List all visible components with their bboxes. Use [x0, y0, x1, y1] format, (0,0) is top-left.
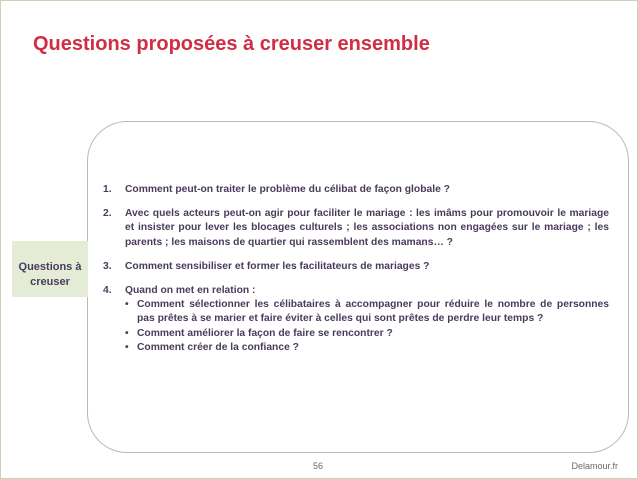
bullet-icon: • — [125, 341, 129, 353]
side-label — [12, 241, 88, 297]
question-item-2 — [103, 207, 609, 250]
question-text: Avec quels acteurs peut-on agir pour faciliter le mariage : les imâms pour promouvoir le mariage et insister pour lever les blocages culturels ; les associations non engagées sur le mariage ; les parents ; les maisons de quartier qui rassemblent des mamans… ? — [125, 208, 609, 248]
sub-question-text: Comment créer de la confiance ? — [137, 341, 299, 353]
question-number: 2. — [103, 208, 112, 220]
site-name: Delamour.fr — [571, 461, 618, 471]
question-number: 3. — [103, 260, 112, 272]
question-number: 1. — [103, 184, 112, 195]
question-number: 4. — [103, 285, 112, 297]
question-text: Comment sensibiliser et former les facilitateurs de mariages ? — [125, 260, 430, 272]
sub-question-1 — [125, 298, 609, 326]
question-item-1 — [103, 183, 609, 197]
question-item-4 — [103, 284, 609, 355]
bullet-icon: • — [125, 299, 129, 311]
question-text: Quand on met en relation : — [125, 285, 256, 297]
questions-list — [103, 183, 609, 355]
bullet-icon: • — [125, 327, 129, 339]
page-number: 56 — [313, 461, 324, 471]
slide-title: Questions proposées à creuser ensemble — [33, 33, 430, 55]
sub-question-2 — [125, 327, 609, 341]
sub-question-text: Comment améliorer la façon de faire se rencontrer ? — [137, 327, 393, 339]
side-label-line1: Questions à — [18, 261, 82, 273]
sub-question-text: Comment sélectionner les célibataires à accompagner pour réduire le nombre de personnes pas prêtes à se marier et faire éviter à celles qui sont prêtes de perdre leur temps ? — [137, 299, 609, 325]
question-text: Comment peut-on traiter le problème du célibat de façon globale ? — [125, 184, 450, 195]
question-item-3 — [103, 260, 609, 274]
sub-question-3 — [125, 341, 609, 355]
side-label-line2: creuser — [30, 276, 70, 288]
